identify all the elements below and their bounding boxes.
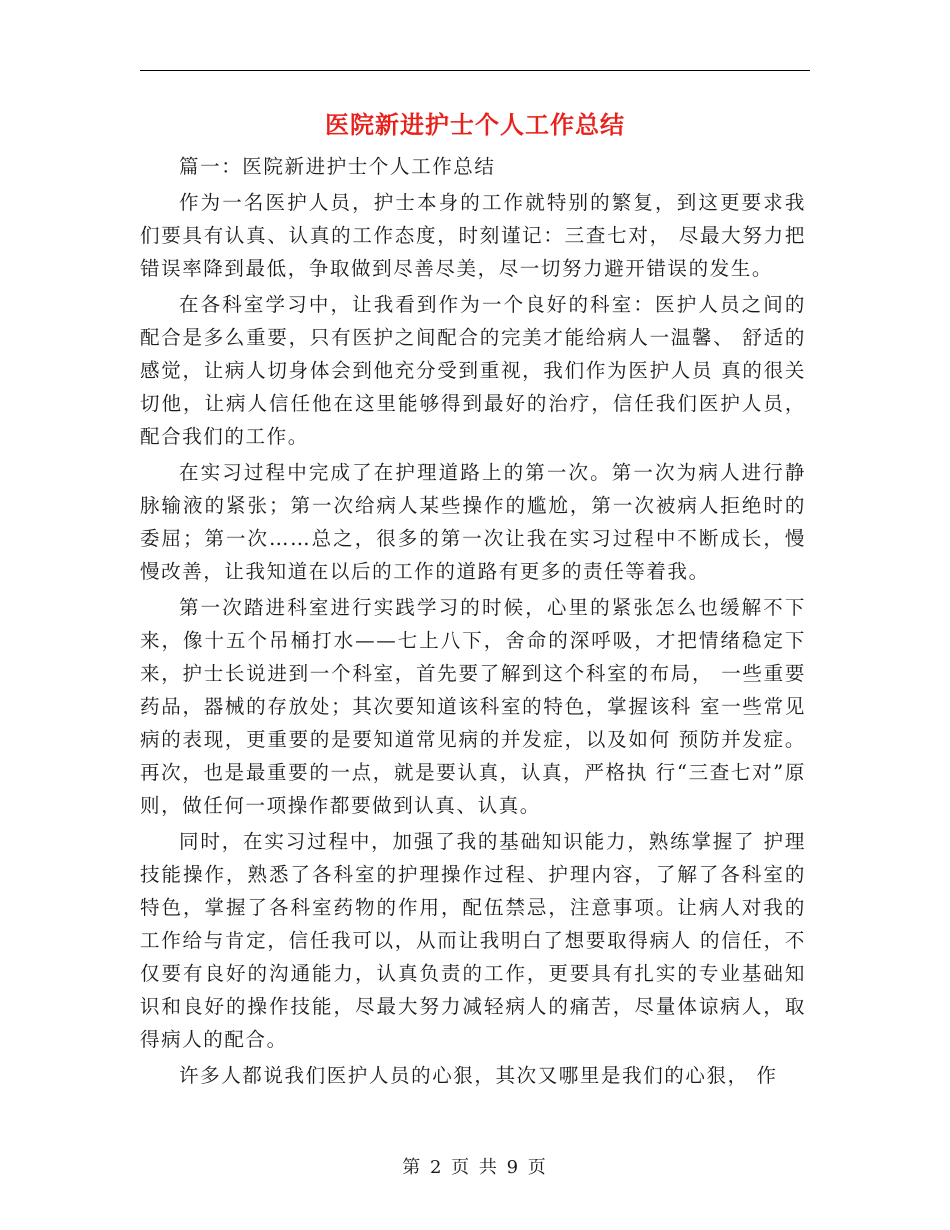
section-heading: 篇一：医院新进护士个人工作总结: [179, 155, 496, 178]
document-body: [140, 150, 806, 1092]
body-paragraph: 许多人都说我们医护人员的心狠，其次又哪里是我们的心狠， 作: [179, 1064, 778, 1087]
header-rule: [140, 70, 810, 71]
body-paragraph: 在各科室学习中，让我看到作为一个良好的科室：医护人员之间的配合是多么重要，只有医护之间配合的完美才能给病人一温馨、 舒适的感觉，让病人切身体会到他充分受到重视，我们作为医护人员 真的很关切他，让病人信任他在这里能够得到最好的治疗，信任我们医护人员，配合我们的工作。: [140, 293, 806, 448]
body-paragraph: 第一次踏进科室进行实践学习的时候，心里的紧张怎么也缓解不下来，像十五个吊桶打水——七上八下，舍命的深呼吸，才把情绪稳定下来，护士长说进到一个科室，首先要了解到这个科室的布局， 一些重要药品，器械的存放处；其次要知道该科室的特色，掌握该科 室一些常见病的表现，更重要的是要知道常见病的并发症，以及如何 预防并发症。再次，也是最重要的一点，就是要认真，认真，严格执 行“三查七对”原则，做任何一项操作都要做到认真、认真。: [140, 596, 806, 817]
page-number: 第 2 页 共 9 页: [402, 1157, 548, 1178]
body-paragraph: 在实习过程中完成了在护理道路上的第一次。第一次为病人进行静脉输液的紧张；第一次给病人某些操作的尴尬，第一次被病人拒绝时的委屈；第一次……总之，很多的第一次让我在实习过程中不断成长，慢慢改善，让我知道在以后的工作的道路有更多的责任等着我。: [140, 461, 806, 583]
body-paragraph: 同时，在实习过程中，加强了我的基础知识能力，熟练掌握了 护理技能操作，熟悉了各科室的护理操作过程、护理内容，了解了各科室的特色，掌握了各科室药物的作用，配伍禁忌，注意事项。让病人对我的工作给与肯定，信任我可以，从而让我明白了想要取得病人 的信任，不仅要有良好的沟通能力，认真负责的工作，更要具有扎实的专业基础知识和良好的操作技能，尽最大努力减轻病人的痛苦，尽量体谅病人，取得病人的配合。: [140, 830, 806, 1051]
document-title: 医院新进护士个人工作总结: [325, 110, 625, 139]
body-paragraph: 作为一名医护人员，护士本身的工作就特别的繁复，到这更要求我们要具有认真、认真的工作态度，时刻谨记：三查七对， 尽最大努力把错误率降到最低，争取做到尽善尽美，尽一切努力避开错误的发生。: [140, 191, 806, 280]
